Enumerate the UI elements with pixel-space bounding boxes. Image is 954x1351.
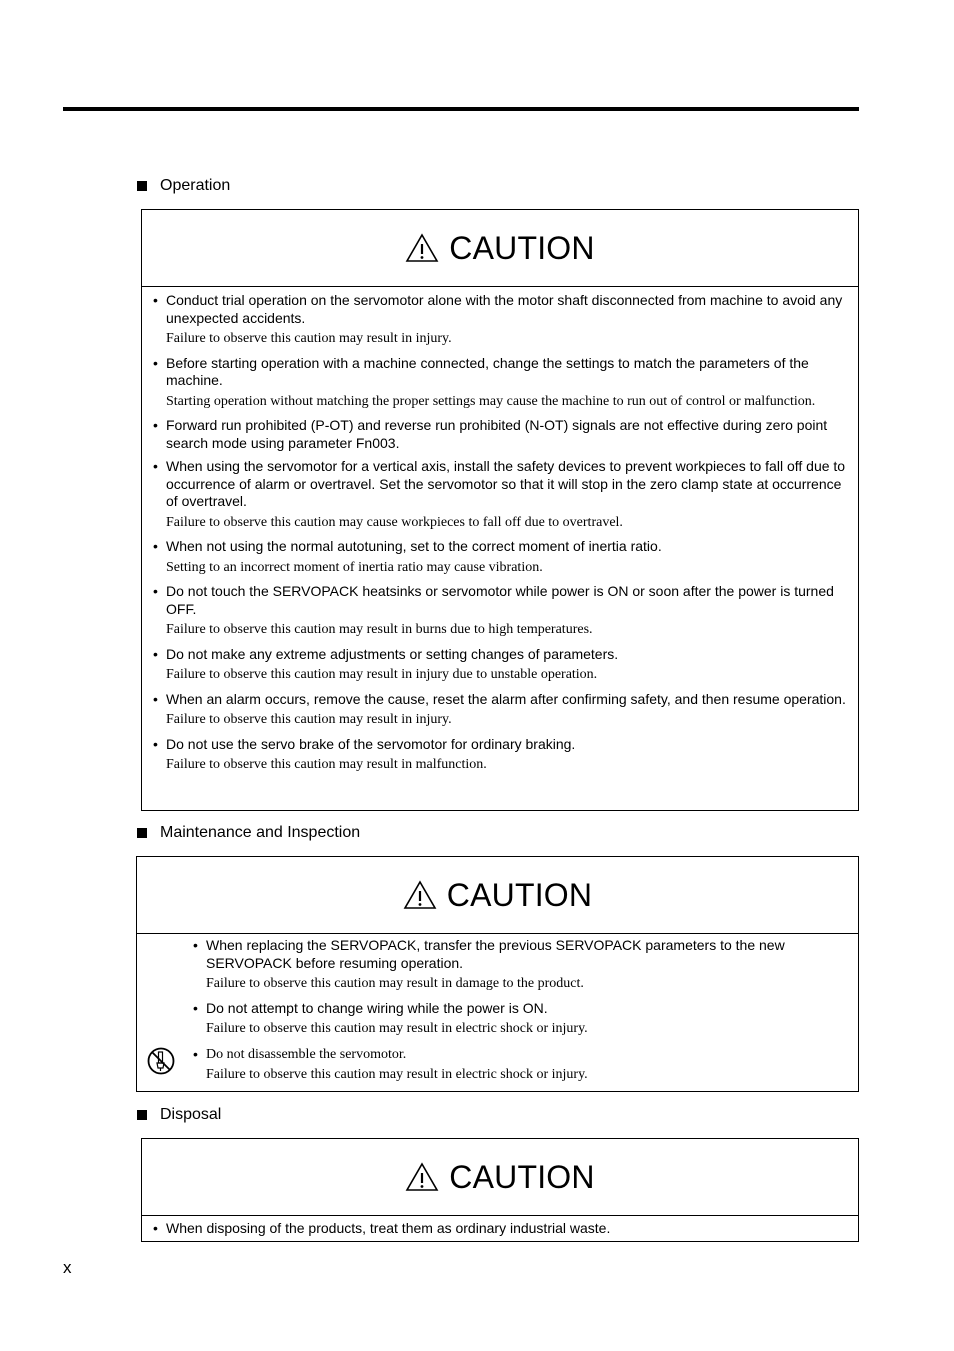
list-item: • Conduct trial operation on the servomotor alone with the motor shaft disconnected from machine to avoid any unexpected accidents. Failure to observe this caution may result in injury.	[166, 292, 846, 348]
caution-text: When disposing of the products, treat them as ordinary industrial waste.	[166, 1220, 611, 1236]
caution-title: CAUTION	[446, 876, 593, 913]
caution-header	[142, 1139, 858, 1216]
caution-box-disposal	[141, 1138, 859, 1242]
caution-title: CAUTION	[449, 229, 595, 266]
caution-note: Starting operation without matching the proper settings may cause the machine to run out of control or malfunction.	[166, 393, 816, 409]
caution-text: Before starting operation with a machine connected, change the settings to match the parameters of the machine.	[166, 354, 809, 388]
caution-list	[142, 1216, 858, 1238]
caution-note: Failure to observe this caution may result in electric shock or injury.	[206, 1067, 588, 1082]
caution-box-maintenance	[136, 856, 859, 1092]
caution-note: Setting to an incorrect moment of inertia ratio may cause vibration.	[166, 559, 543, 575]
list-item: • Do not disassemble the servomotor. Failure to observe this caution may result in electric shock or injury.	[206, 1046, 818, 1084]
list-item: • When using the servomotor for a vertical axis, install the safety devices to prevent workpieces to fall off due to occurrence of alarm or overtravel. Set the servomotor so that it will stop in the zero clamp state at occurrence of overtravel. Failure to observe this caution may cause workpieces to fall off due to overtravel.	[153, 458, 846, 530]
section-heading-text: Disposal	[160, 1106, 222, 1123]
list-item: • Do not attempt to change wiring while the power is ON. Failure to observe this caution may result in electric shock or injury.	[206, 1000, 818, 1038]
no-disassembly-icon	[146, 1046, 176, 1076]
caution-text: Do not touch the SERVOPACK heatsinks or servomotor while power is ON or soon after the power is turned OFF.	[166, 583, 834, 617]
warning-triangle-icon	[405, 1162, 439, 1192]
list-item: • When replacing the SERVOPACK, transfer the previous SERVOPACK parameters to the new SERVOPACK before resuming operation. Failure to observe this caution may result in damage to the product.	[206, 937, 818, 993]
caution-text: Do not make any extreme adjustments or setting changes of parameters.	[166, 645, 619, 662]
page-number: x	[63, 1258, 72, 1277]
list-item: • When an alarm occurs, remove the cause, reset the alarm after confirming safety, and then resume operation. Failure to observe this caution may result in injury.	[153, 690, 846, 727]
caution-header	[142, 210, 858, 287]
list-item: • Do not use the servo brake of the servomotor for ordinary braking. Failure to observe this caution may result in malfunction.	[166, 736, 846, 774]
caution-header	[137, 857, 858, 934]
caution-text: Forward run prohibited (P-OT) and reverse run prohibited (N-OT) signals are not effective during zero point search mode using parameter Fn003.	[166, 417, 828, 451]
caution-note: Failure to observe this caution may result in injury.	[166, 712, 452, 727]
caution-note: Failure to observe this caution may result in damage to the product.	[206, 976, 584, 991]
caution-text: When replacing the SERVOPACK, transfer the previous SERVOPACK parameters to the new SERVOPACK before resuming operation.	[206, 937, 785, 971]
square-bullet-icon	[137, 1110, 147, 1120]
caution-note: Failure to observe this caution may result in injury due to unstable operation.	[166, 667, 598, 682]
caution-list	[137, 934, 858, 1084]
list-item: • Do not touch the SERVOPACK heatsinks or servomotor while power is ON or soon after the power is turned OFF. Failure to observe this caution may result in burns due to high temperatures.	[166, 583, 846, 639]
caution-note: Failure to observe this caution may result in injury.	[166, 331, 452, 346]
list-item: • Forward run prohibited (P-OT) and reverse run prohibited (N-OT) signals are not effective during zero point search mode using parameter Fn003.	[166, 417, 846, 452]
section-heading-operation	[137, 177, 230, 195]
header-rule	[63, 107, 859, 111]
caution-box-operation	[141, 209, 859, 811]
caution-text: When not using the normal autotuning, set to the correct moment of inertia ratio.	[166, 538, 662, 554]
list-item: • Do not make any extreme adjustments or setting changes of parameters. Failure to observe this caution may result in injury due to unstable operation.	[166, 646, 846, 684]
square-bullet-icon	[137, 828, 147, 838]
section-heading-maintenance	[137, 824, 360, 842]
square-bullet-icon	[137, 181, 147, 191]
caution-note: Failure to observe this caution may result in malfunction.	[166, 757, 487, 772]
caution-text: Do not disassemble the servomotor.	[206, 1046, 407, 1062]
caution-text: Conduct trial operation on the servomotor alone with the motor shaft disconnected from machine to avoid any unexpected accidents.	[166, 292, 843, 326]
section-heading-text: Maintenance and Inspection	[160, 824, 361, 841]
warning-triangle-icon	[405, 233, 439, 263]
caution-note: Failure to observe this caution may cause workpieces to fall off due to overtravel.	[166, 514, 623, 530]
caution-text: Do not use the servo brake of the servomotor for ordinary braking.	[166, 735, 576, 752]
caution-note: Failure to observe this caution may result in burns due to high temperatures.	[166, 622, 593, 637]
caution-text: When an alarm occurs, remove the cause, reset the alarm after confirming safety, and then resume operation.	[166, 690, 846, 707]
list-item: • Before starting operation with a machine connected, change the settings to match the parameters of the machine. Starting operation without matching the proper settings may cause the machine to run out of control or malfunction.	[166, 355, 846, 411]
section-heading-disposal	[137, 1106, 221, 1124]
list-item: • When disposing of the products, treat them as ordinary industrial waste.	[166, 1220, 858, 1238]
list-item: • When not using the normal autotuning, set to the correct moment of inertia ratio. Setting to an incorrect moment of inertia ratio may cause vibration.	[166, 538, 846, 576]
caution-list	[142, 287, 858, 774]
caution-title: CAUTION	[449, 1158, 595, 1195]
caution-note: Failure to observe this caution may result in electric shock or injury.	[206, 1021, 588, 1036]
caution-text: When using the servomotor for a vertical axis, install the safety devices to prevent workpieces to fall off due to occurrence of alarm or overtravel. Set the servomotor so that it will stop in the zero clamp state at occurrence of overtravel.	[166, 458, 846, 509]
section-heading-text: Operation	[160, 177, 231, 194]
caution-text: Do not attempt to change wiring while the power is ON.	[206, 999, 548, 1016]
warning-triangle-icon	[403, 880, 437, 910]
